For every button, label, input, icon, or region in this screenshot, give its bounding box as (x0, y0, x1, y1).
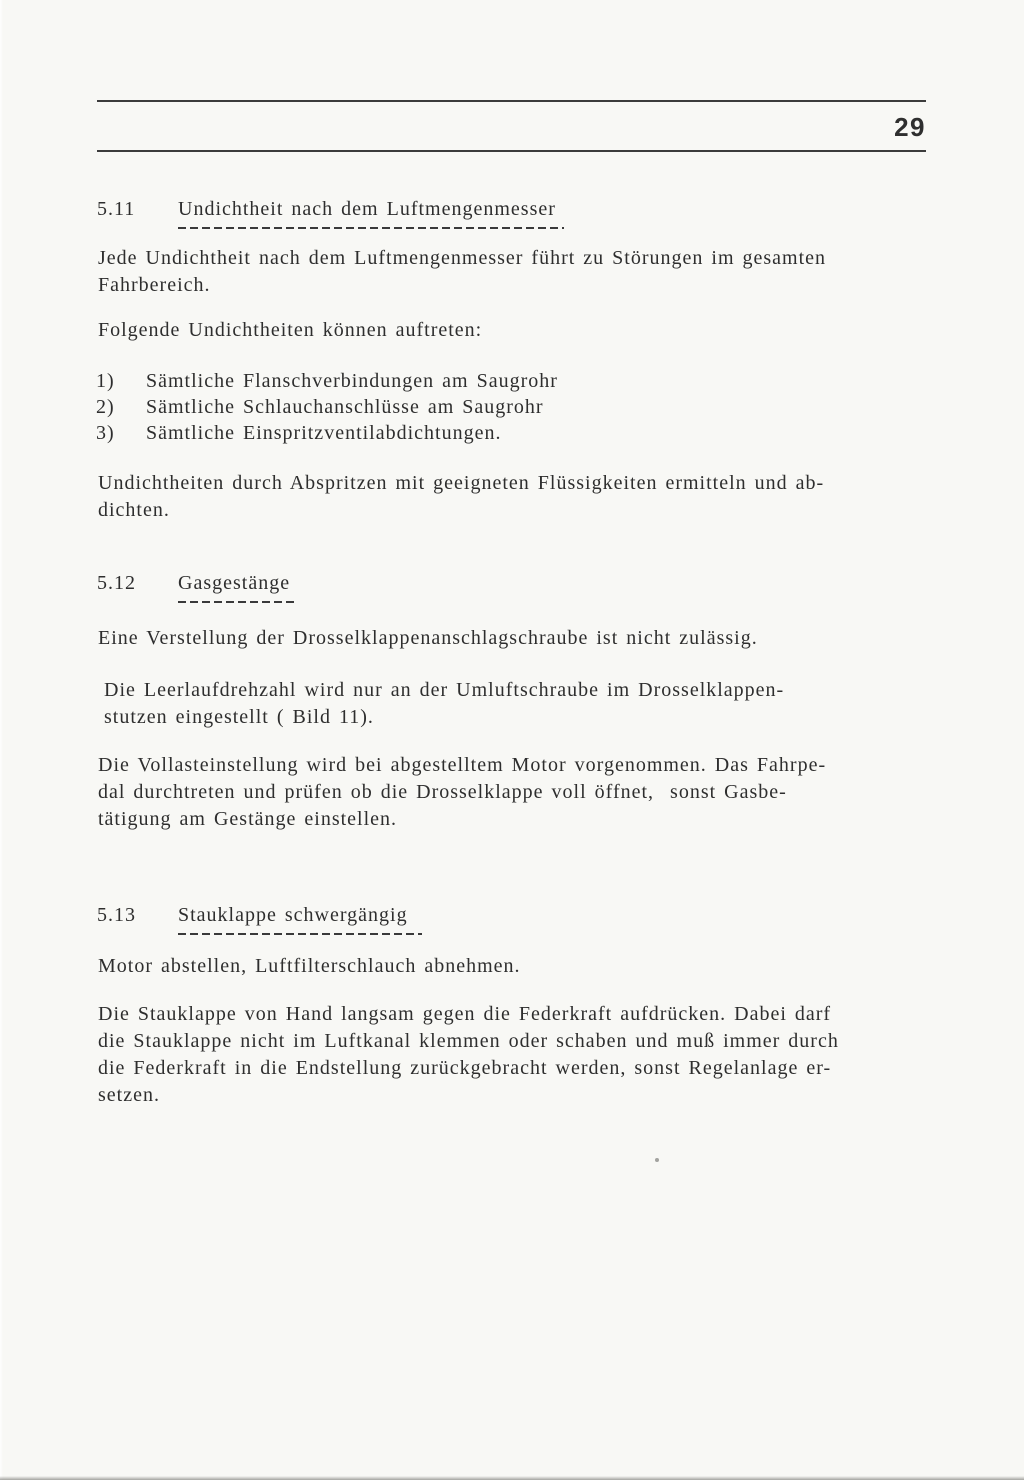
paragraph-line: Motor abstellen, Luftfilterschlauch abnehmen. (98, 955, 521, 977)
list-item (96, 420, 558, 446)
paragraph (98, 752, 826, 833)
page-number: 29 (894, 112, 926, 142)
paragraph-line: stutzen eingestellt ( Bild 11). (104, 706, 374, 728)
paragraph-line: dichten. (98, 499, 170, 521)
list-item-text: Sämtliche Einspritzventilabdichtungen. (146, 422, 502, 444)
header-rule-top (97, 100, 926, 102)
section-heading-5-12 (97, 570, 298, 603)
paragraph-line: setzen. (98, 1084, 160, 1106)
paragraph (98, 625, 758, 652)
list-item (96, 368, 558, 394)
paragraph-line: Die Vollasteinstellung wird bei abgestelltem Motor vorgenommen. Das Fahrpe- (98, 754, 827, 776)
list-item-text: Sämtliche Schlauchanschlüsse am Saugrohr (146, 396, 544, 418)
section-number-5-12: 5.12 (97, 572, 136, 594)
paragraph-line: Undichtheiten durch Abspritzen mit geeigneten Flüssigkeiten ermitteln und ab- (98, 472, 825, 494)
scan-edge-left (0, 0, 3, 1480)
section-heading-5-13 (97, 902, 422, 935)
paragraph (98, 245, 826, 299)
paragraph (104, 677, 784, 731)
list-item-marker: 3) (96, 422, 115, 444)
section-title-5-12: Gasgestänge (178, 570, 298, 603)
section-title-5-13: Stauklappe schwergängig (178, 902, 422, 935)
header-rule-bottom (97, 150, 926, 152)
paragraph (98, 953, 521, 980)
list-item (96, 394, 558, 420)
paragraph-line: Die Leerlaufdrehzahl wird nur an der Umluftschraube im Drosselklappen- (104, 679, 785, 701)
paragraph-line: Eine Verstellung der Drosselklappenanschlagschraube ist nicht zulässig. (98, 627, 758, 649)
paragraph-line: tätigung am Gestänge einstellen. (98, 808, 398, 830)
section-number-5-11: 5.11 (97, 198, 136, 220)
paragraph-line: Die Stauklappe von Hand langsam gegen die Federkraft aufdrücken. Dabei darf (98, 1003, 832, 1025)
list-item-marker: 2) (96, 396, 115, 418)
section-title-5-11: Undichtheit nach dem Luftmengenmesser (178, 196, 564, 229)
list-item-text: Sämtliche Flanschverbindungen am Saugrohr (146, 370, 558, 392)
section-number-5-13: 5.13 (97, 904, 136, 926)
paragraph-line: Fahrbereich. (98, 274, 211, 296)
paragraph (98, 470, 824, 524)
scan-speck-artifact (655, 1158, 659, 1162)
paragraph-line: die Federkraft in die Endstellung zurückgebracht werden, sonst Regelanlage er- (98, 1057, 832, 1079)
paragraph-line: dal durchtreten und prüfen ob die Drosselklappe voll öffnet, sonst Gasbe- (98, 781, 787, 803)
paragraph (98, 317, 482, 344)
list-item-marker: 1) (96, 370, 115, 392)
section-heading-5-11 (97, 196, 564, 229)
paragraph (98, 1001, 839, 1109)
paragraph-line: die Stauklappe nicht im Luftkanal klemmen oder schaben und muß immer durch (98, 1030, 839, 1052)
scan-edge-bottom (0, 1476, 1024, 1480)
paragraph-line: Jede Undichtheit nach dem Luftmengenmesser führt zu Störungen im gesamten (98, 247, 827, 269)
paragraph-line: Folgende Undichtheiten können auftreten: (98, 319, 483, 341)
numbered-list (96, 368, 558, 446)
